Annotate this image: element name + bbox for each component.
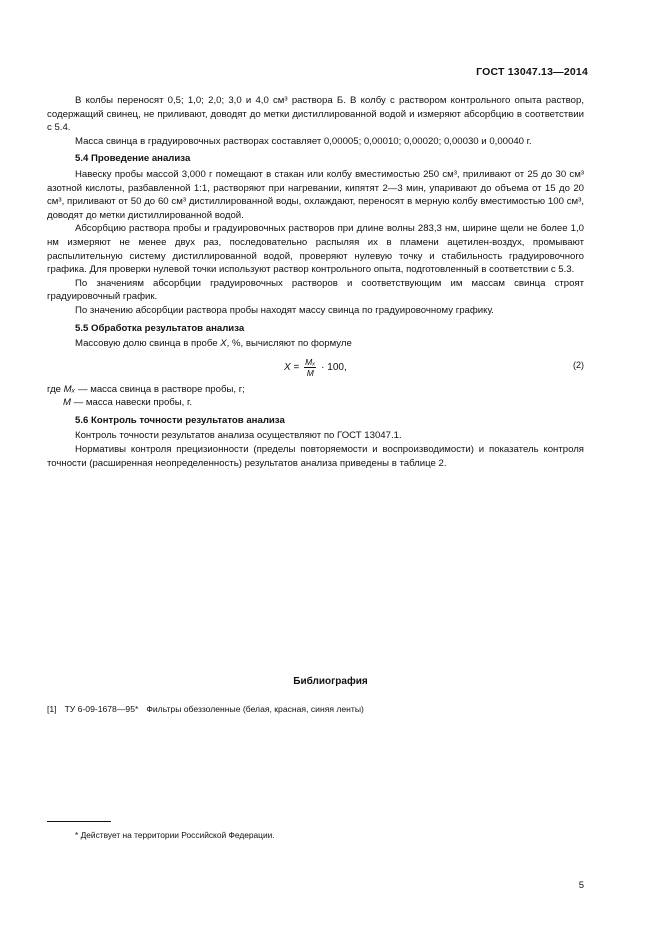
page-number: 5 bbox=[578, 880, 584, 891]
paragraph: Навеску пробы массой 3,000 г помещают в стакан или колбу вместимостью 250 см³, приливают от 25 до 30 см³ азотной кислоты, разбавленной 1:1, растворяют при нагревании, кипятят 2—3 мин, упаривают до объема от 15 до 20 см³, приливают от 50 до 60 см³ дистиллированной воды, охлаждают, переносят в мерную колбу вместимостью 100 см³, доводят до метки дистиллированной водой. bbox=[47, 168, 584, 221]
paragraph: В колбы переносят 0,5; 1,0; 2,0; 3,0 и 4,0 см³ раствора Б. В колбу с раствором контрольного опыта раствор, содержащий свинец, не приливают, доводят до метки дистиллированной водой и измеряют абсорбцию в соответствии с 5.4. bbox=[47, 95, 584, 134]
document-code: ГОСТ 13047.13—2014 bbox=[476, 66, 588, 78]
formula bbox=[47, 353, 584, 379]
paragraph: Контроль точности результатов анализа осуществляют по ГОСТ 13047.1. bbox=[75, 430, 402, 442]
formula-expression: X = $\frac{\text{Mₓ}}{M}$ · 100, bbox=[284, 356, 347, 378]
paragraph: Абсорбцию раствора пробы и градуировочных растворов при длине волны 283,3 нм, ширине щели не более 1,0 нм измеряют не менее двух раз, последовательно распыляя их в пламени ацетилен-воздух, промывают распылительную систему дистиллированной водой, проверяют нулевую точку и стабильность градуировочного графика. Для проверки нулевой точки используют раствор контрольного опыта, подготовленный в соответствии с 5.3. bbox=[47, 223, 584, 276]
formula-fraction: $\frac{\text{Mₓ}}{M}$ bbox=[305, 356, 316, 378]
footnote: * Действует на территории Российской Федерации. bbox=[75, 830, 275, 840]
section-heading-5-5: 5.5 Обработка результатов анализа bbox=[75, 322, 245, 334]
section-heading-5-6: 5.6 Контроль точности результатов анализа bbox=[75, 414, 285, 426]
paragraph: Массовую долю свинца в пробе X, %, вычисляют по формуле bbox=[75, 338, 352, 350]
paragraph: По значению абсорбции раствора пробы находят массу свинца по градуировочному графику. bbox=[75, 304, 494, 316]
bibliography-title: Библиография bbox=[293, 676, 368, 687]
variable-definition: M — масса навески пробы, г. bbox=[63, 397, 193, 409]
paragraph: Нормативы контроля прецизионности (пределы повторяемости и воспроизводимости) и показатель контроля точности (расширенная неопределенность) результатов анализа приведены в таблице 2. bbox=[47, 444, 584, 469]
formula-number: (2) bbox=[573, 359, 584, 370]
section-heading-5-4: 5.4 Проведение анализа bbox=[75, 153, 191, 165]
bibliography-entry: [1] ТУ 6-09-1678—95* Фильтры обеззоленные (белая, красная, синяя ленты) bbox=[47, 704, 364, 714]
paragraph: Масса свинца в градуировочных растворах составляет 0,00005; 0,00010; 0,00020; 0,00030 и 0,00040 г. bbox=[75, 135, 532, 147]
paragraph: По значениям абсорбции градуировочных растворов и соответствующим им массам свинца строят градуировочный график. bbox=[47, 277, 584, 303]
document-body bbox=[47, 94, 584, 470]
variable-definition: где Mₓ — масса свинца в растворе пробы, г; bbox=[47, 383, 245, 395]
footnote-divider bbox=[47, 821, 111, 822]
